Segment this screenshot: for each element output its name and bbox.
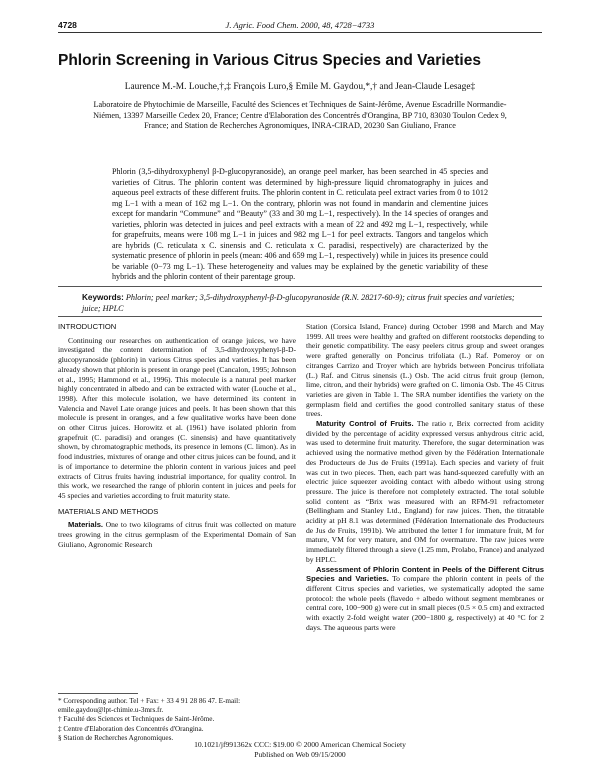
footnotes xyxy=(58,697,296,743)
materials-text: One to two kilograms of citrus fruit was collected on mature trees growing in the citrus germplasm of the Experimental Domain of San Giuliano, Agronomic Research xyxy=(58,520,296,549)
materials-label: Materials. xyxy=(68,520,104,530)
left-column xyxy=(58,322,296,549)
page-footer xyxy=(58,740,542,760)
keywords-label: Keywords: xyxy=(82,293,124,302)
running-header xyxy=(58,18,542,33)
keywords xyxy=(82,293,518,314)
assessment-text: To compare the phlorin content in peels of the different Citrus species and varieties, we systematically adopted the same protocol: the whole peels (flavedo + albedo without segment membranes or central core, 100−900 g) were cut in small pieces (0.5 × 0.5 cm) and extracted with exactly 2-fold weight water (200−1800 g, respectively) at 40 °C for 2 days. The aqueous parts were xyxy=(306,574,544,632)
page-number: 4728 xyxy=(58,20,77,30)
keywords-text: Phlorin; peel marker; 3,5-dihydroxyphenyl-β-D-glucopyranoside (R.N. 28217-60-9); citrus fruit species and varieties; juice; HPLC xyxy=(82,293,515,313)
footnote-rule xyxy=(58,693,138,694)
journal-citation: J. Agric. Food Chem. 2000, 48, 4728−4733 xyxy=(225,20,375,30)
maturity-text: The ratio r, Brix corrected from acidity divided by the percentage of acidity expressed versus anhydrous citric acid, was used to determine fruit maturity. Therefore, the sugar determination was achieved using the normative method given by the Fédération Internationale des Producteurs de Jus de Fruits (1991a). Each species and variety of fruit was cut in two pieces. Then, each part was hand-squeezed carefully with an electric juice squeezer avoiding contact with albedo without using strong pressure. The juice is therefore not completely extracted. The total soluble solid content as “Brix was measured with an RFM-91 refractometer (Bellingham and Stanley Ltd., England) for raw juices. Then, the titratable acidity at pH 8.1 was determined (Fédération Internationale des Producteurs de Jus de Fruits, 1991b). We attributed the letter I for immature fruit, M for mature, VM for very mature, and OM for overmature. The raw juices were immediately filtered through a sieve (1.25 mm, Prolabo, France) and analyzed by HPLC. xyxy=(306,419,545,564)
station-paragraph: Station (Corsica Island, France) during October 1998 and March and May 1999. All trees were healthy and grafted on different rootstocks depending to their genetic compatibility. The easy peelers citrus group and sweet oranges were grafted generally on Poncirus trifoliata (L.) Raf. Pomeroy or on citranges Carrizo and Troyer which are hybrids between Poncirus trifoliata (L.) Raf. and Citrus sinensis (L.) Osb. The acid citrus fruit group (lemon, lime, citron, and their hybrids) were grafted on C. limonia Osb. The 45 Citrus varieties are given in Table 1. The SRA number identifies the variety on the germplasm field and certifies the good controlled sanitary status of these trees. xyxy=(306,322,544,419)
introduction-paragraph: Continuing our researches on authentication of orange juices, we have investigated the content determination of 3,5-dihydroxyphenyl-β-D-glucopyranoside (phlorin) in various Citrus species and varieties. It has been already shown that phlorin is present in orange peel (Cancalon, 1995; Johnson et al., 1995; Hammond et al., 1996). This molecule is a natural peel marker highly concentrated in albedo and can be extracted with water (Louche et al., 1998). After this molecule isolation, we have determined its content in Valencia and Navel Late orange juices and peels. It has been shown that this molecule is present in oranges, and a few qualitative works have been done on other Citrus juices. Horowitz et al. (1961) have isolated phlorin from grapefruit (C. paradisi) and oranges (C. sinensis) and have quantitatively shown, by chromatographic methods, its presence in lemons (C. limon). As in food industries, mixtures of orange and other citrus juices can be found, and it is of importance to determine the phlorin content in various juices and peel extracts of Citrus fruits having industrial importance, for quality control. In this work, we researched the range of phlorin content in juices and peels for 45 species and varieties according to fruit maturity state. xyxy=(58,335,296,500)
author-list: Laurence M.-M. Louche,†,‡ François Luro,§ Emile M. Gaydou,*,† and Jean-Claude Lesage‡ xyxy=(124,82,476,92)
methods-heading: MATERIALS AND METHODS xyxy=(58,506,159,516)
article-title: Phlorin Screening in Various Citrus Species and Varieties xyxy=(58,52,481,69)
introduction-heading: INTRODUCTION xyxy=(58,322,117,331)
footnote-2: ‡ Centre d'Elaboration des Concentrés d'Orangina. xyxy=(58,724,204,733)
keywords-top-rule xyxy=(58,286,542,287)
right-column xyxy=(306,322,544,633)
footnote-1: † Faculté des Sciences et Techniques de Saint-Jérôme. xyxy=(58,715,215,724)
doi-line: 10.1021/jf991362x CCC: $19.00 © 2000 American Chemical Society xyxy=(194,740,406,749)
materials-paragraph xyxy=(58,520,296,549)
published-date: Published on Web 09/15/2000 xyxy=(254,749,346,759)
keywords-bottom-rule xyxy=(58,316,542,317)
assessment-label: Assessment of Phlorin Content in Peels of the Different Citrus Species and Varieties. xyxy=(306,564,544,584)
maturity-label: Maturity Control of Fruits. xyxy=(316,419,414,429)
footnote-corresponding: * Corresponding author. Tel + Fax: + 33 4 91 28 86 47. E-mail: emile.gaydou@lpt-chimie.u-3mrs.fr. xyxy=(58,697,241,715)
abstract: Phlorin (3,5-dihydroxyphenyl β-D-glucopyranoside), an orange peel marker, has been searched in 45 species and varieties of Citrus. The phlorin content was determined by high-pressure liquid chromatography in juices and aqueous peel extracts of these different fruits. The phlorin content in C. reticulata peel extract varies from 0 to 1012 mg L−1 with a mean of 162 mg L−1. On the contrary, phlorin was not found in mandarin and clementine juices except for mandarin “Commune” and “Beauty” (33 and 30 mg L−1, respectively). In the 14 species of oranges and varieties, phlorin was detected in juices and peel extracts with a mean of 22 and 492 mg L−1, respectively, while for grapefruits, means were 108 mg L−1 in juices and 982 mg L−1 for peel extracts. Tangors and tangelos which are hybrids (C. reticulata x C. sinensis and C. reticulata x C. paradisi, respectively) are characterized by the systematic presence of phlorin in peels (mean: 406 and 659 mg L−1, respectively) while in juices its presence could be variable (0−73 mg L−1). These heterogeneity and values may be explained by the genetic variability of these hybrids and the phlorin content of their parentage group. xyxy=(112,167,488,281)
maturity-paragraph xyxy=(306,419,544,565)
footnote-3: § Station de Recherches Agronomiques. xyxy=(58,733,174,742)
affiliations: Laboratoire de Phytochimie de Marseille, Faculté des Sciences et Techniques de Saint-Jérôme, Avenue Escadrille Normandie-Niémen, 13397 Marseille Cedex 20, France; Centre d'Elaboration des Concentrés d'Orangina, BP 710, 83030 Toulon Cedex 9, France; and Station de Recherches Agronomiques, INRA-CIRAD, 20230 San Giuliano, France xyxy=(93,100,507,130)
assessment-paragraph xyxy=(306,565,544,633)
